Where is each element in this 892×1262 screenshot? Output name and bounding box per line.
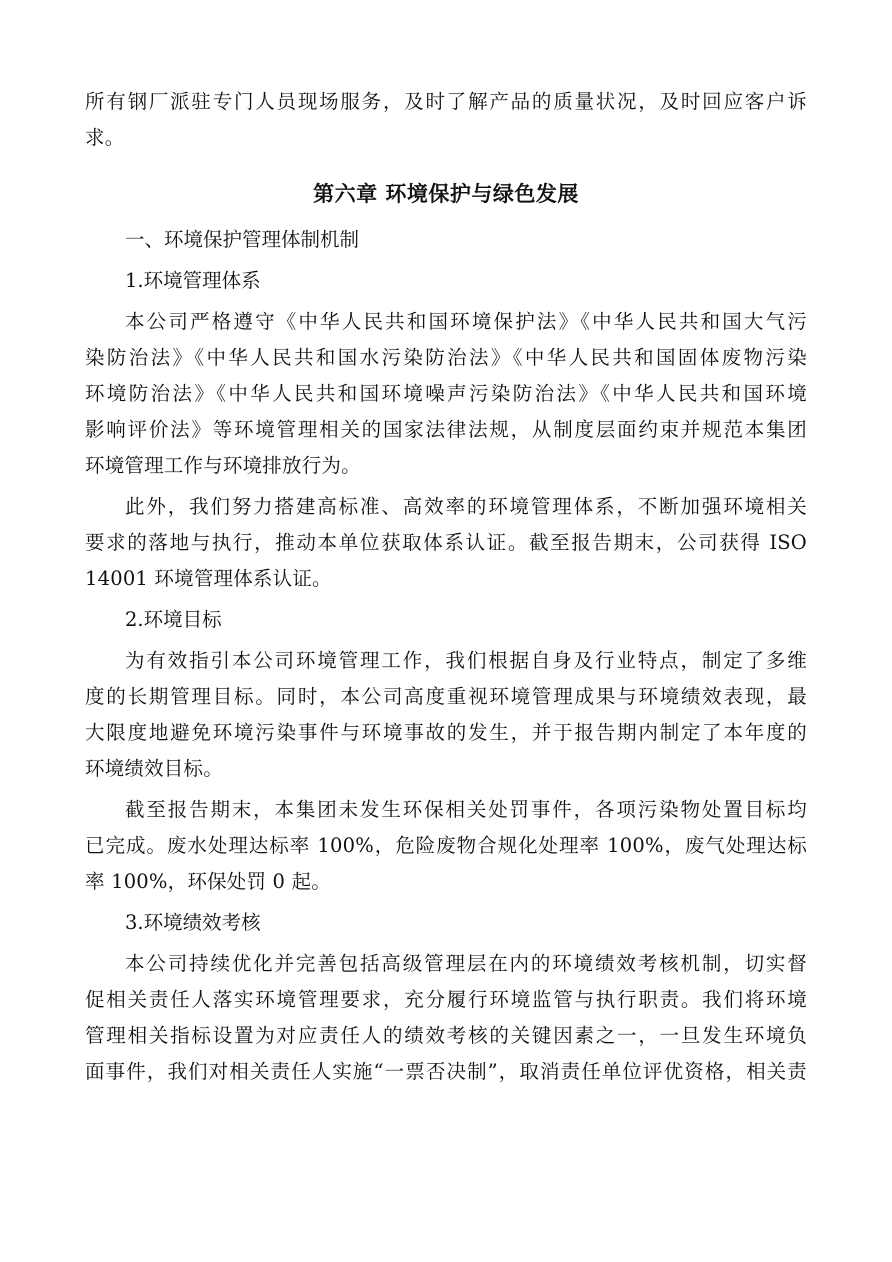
text-line: 本公司严格遵守《中华人民共和国环境保护法》《中华人民共和国大气污 [125,310,807,333]
text-line: 影响评价法》等环境管理相关的国家法律法规，从制度层面约束并规范本集团 [85,418,807,441]
text-line: 14001 环境管理体系认证。 [85,567,332,590]
text-line: 大限度地避免环境污染事件与环境事故的发生，并于报告期内制定了本年度的 [85,721,807,744]
text-line: 本公司持续优化并完善包括高级管理层在内的环境绩效考核机制，切实督 [125,952,807,975]
paragraph [85,643,807,787]
text-line: 促相关责任人落实环境管理要求，充分履行环境监管与执行职责。我们将环境 [85,988,807,1011]
text-line: 率 100%，环保处罚 0 起。 [85,870,331,893]
text-line: 所有钢厂派驻专门人员现场服务，及时了解产品的质量状况，及时回应客户诉 [85,90,807,113]
subsection-heading: 3.环境绩效考核 [125,911,261,934]
section-heading: 一、环境保护管理体制机制 [125,228,360,251]
paragraph [85,489,807,597]
text-line: 度的长期管理目标。同时，本公司高度重视环境管理成果与环境绩效表现，最 [85,685,807,708]
text-line: 截至报告期末，本集团未发生环保相关处罚事件，各项污染物处置目标均 [125,798,807,821]
text-line: 环境管理工作与环境排放行为。 [85,454,361,477]
text-line: 环境防治法》《中华人民共和国环境噪声污染防治法》《中华人民共和国环境 [85,382,807,405]
text-line: 为有效指引本公司环境管理工作，我们根据自身及行业特点，制定了多维 [125,649,807,672]
text-line: 管理相关指标设置为对应责任人的绩效考核的关键因素之一，一旦发生环境负 [85,1024,807,1047]
text-line: 此外，我们努力搭建高标准、高效率的环境管理体系，不断加强环境相关 [125,495,807,518]
chapter-title: 第六章 环境保护与绿色发展 [313,182,579,206]
document-body [85,84,807,1095]
text-line: 染防治法》《中华人民共和国水污染防治法》《中华人民共和国固体废物污染 [85,346,807,369]
subsection-heading: 1.环境管理体系 [125,269,261,292]
text-line: 已完成。废水处理达标率 100%，危险废物合规化处理率 100%，废气处理达标 [85,834,807,857]
text-line: 要求的落地与执行，推动本单位获取体系认证。截至报告期末，公司获得 ISO [85,531,807,554]
subsection-heading: 2.环境目标 [125,608,222,631]
text-line: 环境绩效目标。 [85,757,223,780]
text-line: 面事件，我们对相关责任人实施“一票否决制”，取消责任单位评优资格，相关责 [85,1060,807,1083]
paragraph [85,304,807,484]
text-line: 求。 [85,126,125,149]
intro-paragraph [85,84,807,156]
paragraph [85,946,807,1090]
paragraph [85,792,807,900]
